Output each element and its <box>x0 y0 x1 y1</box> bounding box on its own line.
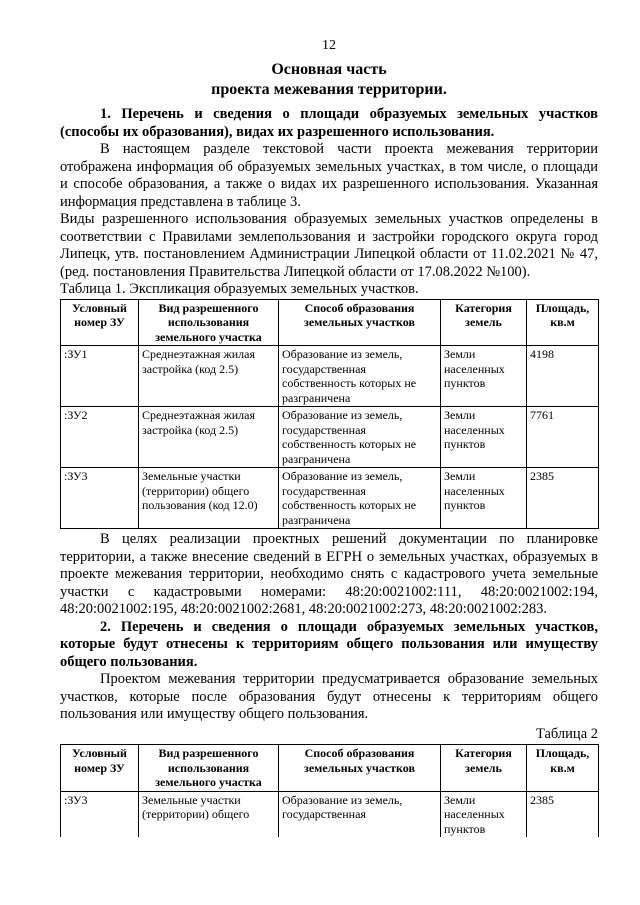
table2-header-row <box>61 745 599 792</box>
section1-paragraph2: Виды разрешенного использования образуемых земельных участков определены в соответствии с Правилами землепользования и застройки городского округа город Липецк, утв. постановлением Администрации Липецкой области от 11.02.2021 № 47, (ред. постановления Правительства Липецкой области от 17.08.2022 №100). <box>60 211 598 280</box>
cell-num: :ЗУ2 <box>61 407 139 468</box>
table1-header-num: Условный номер ЗУ <box>61 299 139 346</box>
cell-area: 2385 <box>527 791 599 837</box>
table2-caption: Таблица 2 <box>535 725 598 742</box>
cell-use: Среднеэтажная жилая застройка (код 2.5) <box>139 346 279 407</box>
table2-header-category: Категория земель <box>441 745 527 792</box>
cell-method: Образование из земель, государственная собственность которых не разграничена <box>279 346 441 407</box>
table1-header-row <box>61 299 599 346</box>
section1-paragraph1: В настоящем разделе текстовой части проекта межевания территории отображена информация об образуемых земельных участках, в том числе, о площади и способе образования, а также о видах их разрешенного использования. Указанная информация представлена в таблице 3. <box>60 141 598 210</box>
cell-use: Земельные участки (территории) общего <box>139 791 279 837</box>
table-row <box>61 791 599 837</box>
table1-header-area: Площадь, кв.м <box>527 299 599 346</box>
table2-header-num: Условный номер ЗУ <box>61 745 139 792</box>
main-title-line2: проекта межевания территории. <box>211 81 447 98</box>
cell-method: Образование из земель, государственная собственность которых не разграничена <box>279 468 441 529</box>
cell-method: Образование из земель, государственная собственность которых не разграничена <box>279 407 441 468</box>
table2-header-area: Площадь, кв.м <box>527 745 599 792</box>
cell-use: Среднеэтажная жилая застройка (код 2.5) <box>139 407 279 468</box>
table1-caption: Таблица 1. Экспликация образуемых земельных участков. <box>60 281 419 297</box>
paragraph-cadastral: В целях реализации проектных решений документации по планировке территории, а также внесение сведений в ЕГРН о земельных участках, образуемых в проекте межевания территории, необходимо снять с кадастрового учета земельные участки с кадастровыми номерами: 48:20:0021002:111, 48:20:0021002:194, 48:20:0021002:195, 48:20:0021002:2681, 48:20:0021002:273, 48:20:0021002:283. <box>60 531 598 617</box>
page-number: 12 <box>322 38 336 53</box>
table2-header-use: Вид разрешенного использования земельного участка <box>139 745 279 792</box>
cell-category: Земли населенных пунктов <box>441 346 527 407</box>
table1-explication <box>60 299 599 530</box>
table-row <box>61 407 599 468</box>
cell-use: Земельные участки (территории) общего пользования (код 12.0) <box>139 468 279 529</box>
document-page <box>60 38 598 837</box>
cell-num: :ЗУ1 <box>61 346 139 407</box>
cell-category: Земли населенных пунктов <box>441 468 527 529</box>
table-row <box>61 346 599 407</box>
cell-method: Образование из земель, государственная <box>279 791 441 837</box>
table1-header-use: Вид разрешенного использования земельного участка <box>139 299 279 346</box>
section2-paragraph: Проектом межевания территории предусматривается образование земельных участков, которые после образования будут отнесены к территориям общего пользования или имуществу общего пользования. <box>60 671 598 722</box>
table-row <box>61 468 599 529</box>
section2-heading: 2. Перечень и сведения о площади образуемых земельных участков, которые будут отнесены к территориям общего пользования или имуществу общего пользования. <box>60 618 598 670</box>
cell-num: :ЗУ3 <box>61 791 139 837</box>
table1-header-category: Категория земель <box>441 299 527 346</box>
table2-common-use <box>60 744 599 837</box>
main-title-line1: Основная часть <box>271 61 387 78</box>
table1-header-method: Способ образования земельных участков <box>279 299 441 346</box>
table2-header-method: Способ образования земельных участков <box>279 745 441 792</box>
cell-area: 7761 <box>527 407 599 468</box>
cell-category: Земли населенных пунктов <box>441 791 527 837</box>
cell-area: 2385 <box>527 468 599 529</box>
cell-category: Земли населенных пунктов <box>441 407 527 468</box>
cell-num: :ЗУ3 <box>61 468 139 529</box>
cell-area: 4198 <box>527 346 599 407</box>
section1-heading: 1. Перечень и сведения о площади образуемых земельных участков (способы их образования), видах их разрешенного использования. <box>60 106 598 140</box>
